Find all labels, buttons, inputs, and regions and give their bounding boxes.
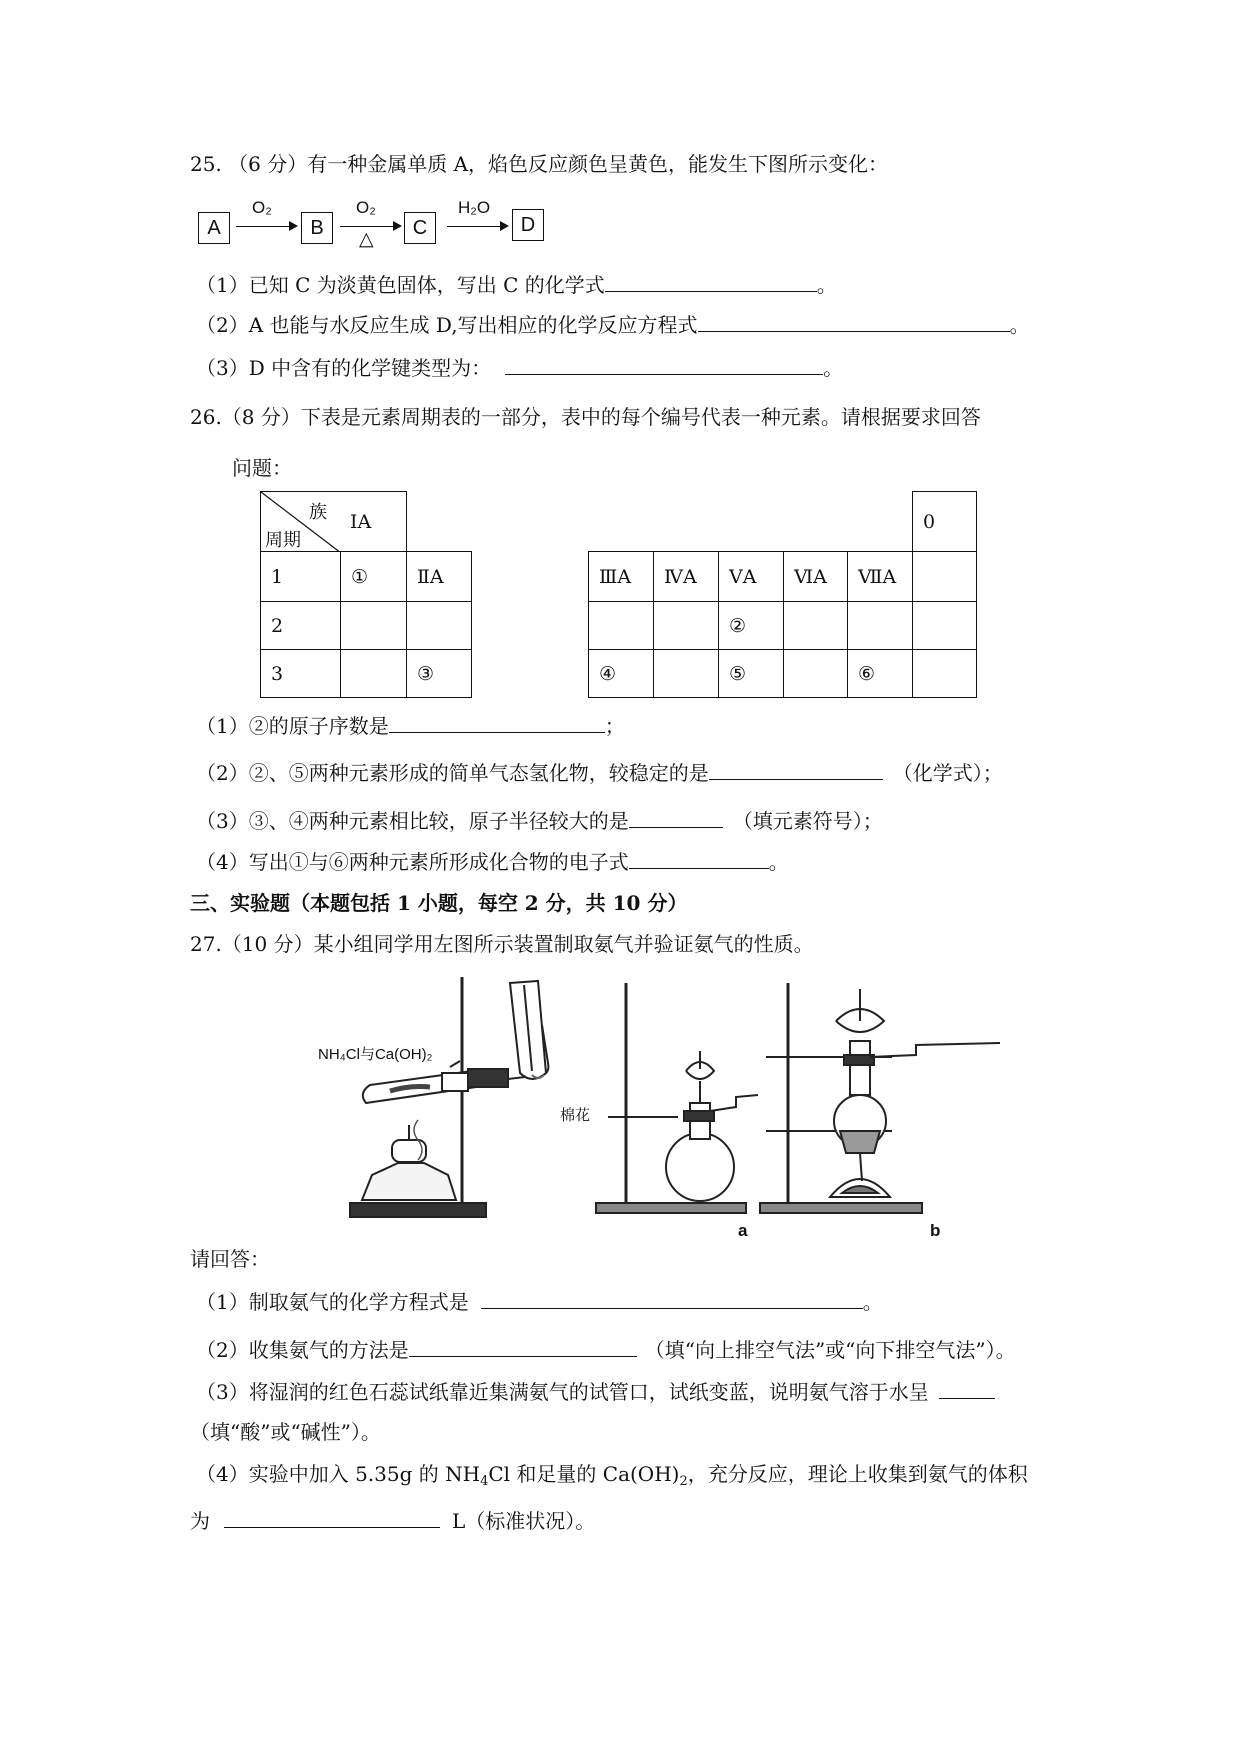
empty-cell bbox=[588, 601, 654, 650]
q27-part3-line1: （3）将湿润的红色石蕊试纸靠近集满氨气的试管口，试纸变蓝，说明氨气溶于水呈 bbox=[196, 1378, 995, 1405]
group-2a: ⅡA bbox=[406, 551, 472, 602]
arrow-c-d-label: H₂O bbox=[458, 198, 491, 217]
arrow-a-b bbox=[236, 226, 296, 227]
empty-cell bbox=[912, 551, 977, 602]
element-3: ③ bbox=[406, 649, 472, 698]
q25-part3: （3）D 中含有的化学键类型为： 。 bbox=[196, 356, 844, 380]
q25-part2: （2）A 也能与水反应生成 D,写出相应的化学反应方程式 。 bbox=[196, 313, 1030, 337]
empty-cell bbox=[847, 601, 913, 650]
q26-part3: （3）③、④两种元素相比较，原子半径较大的是 （填元素符号）； bbox=[196, 809, 883, 833]
box-c: C bbox=[404, 212, 436, 244]
q27-part4-line2: 为 L（标准状况）。 bbox=[190, 1509, 596, 1533]
q27-part2: （2）收集氨气的方法是 （填“向上排空气法”或“向下排空气法”）。 bbox=[196, 1338, 1016, 1362]
answer-blank[interactable] bbox=[629, 848, 769, 869]
reagent-label: NH₄Cl与Ca(OH)₂ bbox=[318, 1046, 433, 1063]
element-4: ④ bbox=[588, 649, 654, 698]
element-2: ② bbox=[718, 601, 784, 650]
q25-part1: （1）已知 C 为淡黄色固体，写出 C 的化学式 。 bbox=[196, 273, 837, 297]
box-d: D bbox=[512, 209, 544, 241]
group-0: 0 bbox=[912, 491, 977, 552]
heat-symbol: △ bbox=[359, 229, 374, 250]
period-2: 2 bbox=[260, 601, 341, 650]
element-5: ⑤ bbox=[718, 649, 784, 698]
group-3a: ⅢA bbox=[588, 551, 654, 602]
empty-cell bbox=[783, 601, 848, 650]
q25-stem: 25. （6 分）有一种金属单质 A，焰色反应颜色呈黄色，能发生下图所示变化： bbox=[190, 152, 889, 176]
answer-blank[interactable] bbox=[224, 1507, 440, 1528]
arrow-b-c bbox=[340, 226, 400, 227]
element-1: ① bbox=[340, 551, 407, 602]
answer-blank[interactable] bbox=[629, 807, 723, 828]
q26-part2: （2）②、⑤两种元素形成的简单气态氢化物，较稳定的是 （化学式）； bbox=[196, 761, 1003, 785]
q26-part1: （1）②的原子序数是 ； bbox=[196, 714, 625, 738]
answer-blank[interactable] bbox=[709, 759, 883, 780]
section-heading: 三、实验题（本题包括 1 小题，每空 2 分，共 10 分） bbox=[190, 891, 688, 915]
apparatus-drawing bbox=[310, 975, 1070, 1240]
q26-part4: （4）写出①与⑥两种元素所形成化合物的电子式 。 bbox=[196, 850, 789, 874]
period-1: 1 bbox=[260, 551, 341, 602]
answer-blank[interactable] bbox=[505, 354, 823, 375]
arrow-b-c-label: O₂ bbox=[356, 198, 376, 217]
group-4a: ⅣA bbox=[653, 551, 719, 602]
group-7a: ⅦA bbox=[847, 551, 913, 602]
box-a: A bbox=[198, 212, 230, 244]
q27-part1: （1）制取氨气的化学方程式是 。 bbox=[196, 1290, 883, 1314]
answer-blank[interactable] bbox=[605, 271, 817, 292]
q26-stem-line1: 26.（8 分）下表是元素周期表的一部分，表中的每个编号代表一种元素。请根据要求回答 bbox=[190, 405, 981, 429]
group-1a: ⅠA bbox=[340, 491, 407, 552]
empty-cell bbox=[340, 649, 407, 698]
q26-stem-line2: 问题： bbox=[232, 456, 292, 480]
cotton-label: 棉花 bbox=[560, 1107, 591, 1124]
empty-cell bbox=[340, 601, 407, 650]
element-6: ⑥ bbox=[847, 649, 913, 698]
empty-cell bbox=[406, 601, 472, 650]
empty-cell bbox=[783, 649, 848, 698]
empty-cell bbox=[912, 649, 977, 698]
q27-part4-line1: （4）实验中加入 5.35g 的 $NH_4Cl$ 和足量的 $Ca(OH)_2$，充分反应，理论上收集到氨气的体积 bbox=[196, 1462, 1028, 1489]
arrow-c-d bbox=[447, 226, 507, 227]
empty-cell bbox=[912, 601, 977, 650]
answer-blank[interactable] bbox=[939, 1378, 995, 1399]
box-b: B bbox=[301, 212, 333, 244]
corner-cell: 族 周期 bbox=[260, 491, 407, 552]
q27-part3-line2: （填“酸”或“碱性”）。 bbox=[190, 1420, 381, 1444]
answer-blank[interactable] bbox=[481, 1288, 863, 1309]
q27-ask: 请回答： bbox=[190, 1247, 270, 1271]
empty-cell bbox=[653, 649, 719, 698]
empty-cell bbox=[653, 601, 719, 650]
figure-b-label: b bbox=[930, 1221, 941, 1240]
answer-blank[interactable] bbox=[698, 311, 1010, 332]
figure-a-label: a bbox=[738, 1221, 748, 1240]
answer-blank[interactable] bbox=[389, 712, 605, 733]
q27-stem: 27.（10 分）某小组同学用左图所示装置制取氨气并验证氨气的性质。 bbox=[190, 932, 814, 956]
group-6a: ⅥA bbox=[783, 551, 848, 602]
period-3: 3 bbox=[260, 649, 341, 698]
group-5a: ⅤA bbox=[718, 551, 784, 602]
arrow-a-b-label: O₂ bbox=[252, 198, 272, 217]
answer-blank[interactable] bbox=[409, 1336, 637, 1357]
